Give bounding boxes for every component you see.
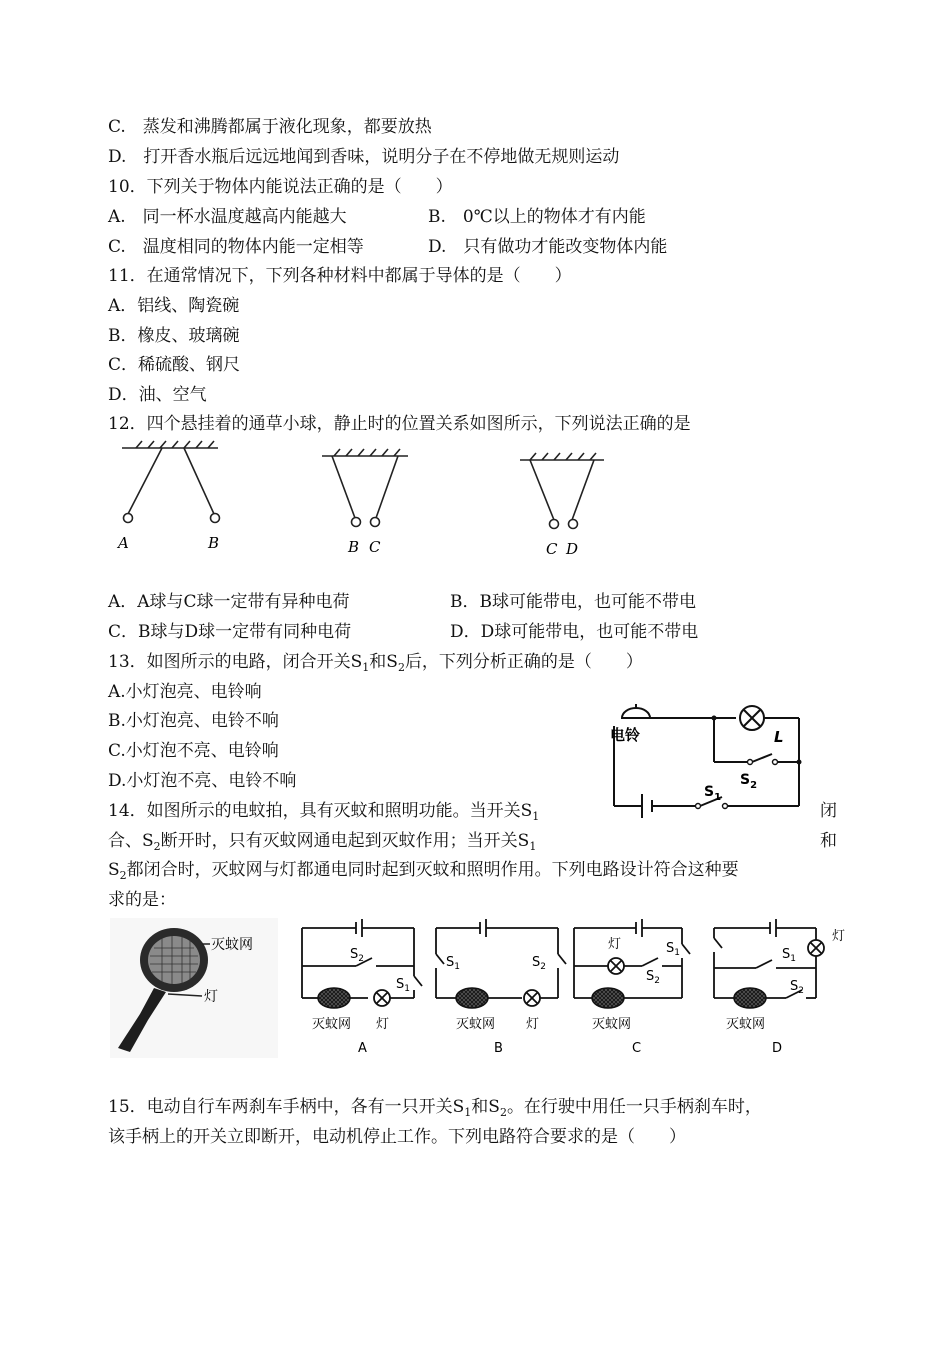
q14-racket-lamp-label: 灯 <box>204 989 218 1005</box>
q14-line-1: 14．如图所示的电蚊拍，具有灭蚊和照明功能。当开关$S_1$ <box>108 801 540 823</box>
q12-pith-balls-figure <box>110 440 620 565</box>
q14-a-s2-label: $S_2$ <box>350 947 364 964</box>
q9-option-d: D. 打开香水瓶后远远地闻到香味，说明分子在不停地做无规则运动 <box>108 147 620 167</box>
q10-option-d: D. 只有做功才能改变物体内能 <box>428 237 668 257</box>
q14-line-4: 求的是： <box>108 890 176 910</box>
q10-option-b: B. 0℃以上的物体才有内能 <box>428 207 646 227</box>
q12-label-c2: C <box>546 540 558 558</box>
q14-b-net-label: 灭蚊网 <box>456 1017 496 1032</box>
q14-b-s1-label: $S_1$ <box>446 955 460 972</box>
q14-label-b: B <box>494 1041 503 1056</box>
q9-option-c: C. 蒸发和沸腾都属于液化现象，都要放热 <box>108 117 432 137</box>
q14-circuit-options-figure <box>296 918 856 1058</box>
q13-stem: 13．如图所示的电路，闭合开关$S_1$和$S_2$后，下列分析正确的是（ ） <box>108 652 643 674</box>
q14-d-lamp-label: 灯 <box>832 929 846 944</box>
q12-option-d: D．D球可能带电，也可能不带电 <box>450 622 699 642</box>
q13-s2-label: $S_2$ <box>740 772 758 791</box>
q14-line-2-end: 和 <box>820 831 837 851</box>
q13-option-c: C.小灯泡不亮、电铃响 <box>108 741 279 761</box>
q14-mosquito-racket-figure <box>110 918 278 1058</box>
q11-option-b: B．橡皮、玻璃碗 <box>108 326 240 346</box>
q14-line-2: 合、$S_2$断开时，只有灭蚊网通电起到灭蚊作用；当开关$S_1$ <box>108 831 537 853</box>
q14-c-net-label: 灭蚊网 <box>592 1017 632 1032</box>
q14-d-net-label: 灭蚊网 <box>726 1017 766 1032</box>
q14-line-3: $S_2$都闭合时，灭蚊网与灯都通电同时起到灭蚊和照明作用。下列电路设计符合这种要 <box>108 860 739 882</box>
q11-option-a: A．铝线、陶瓷碗 <box>108 296 240 316</box>
q11-option-c: C．稀硫酸、钢尺 <box>108 355 241 375</box>
q14-line-1-end: 闭 <box>820 801 837 821</box>
q13-option-a: A.小灯泡亮、电铃响 <box>108 682 262 702</box>
q15-line-1: 15．电动自行车两刹车手柄中，各有一只开关$S_1$和$S_2$。在行驶中用任一只手柄刹车时， <box>108 1097 762 1119</box>
q15-line-2: 该手柄上的开关立即断开，电动机停止工作。下列电路符合要求的是（ ） <box>108 1127 686 1147</box>
q12-label-b2: B <box>348 538 360 556</box>
q12-option-c: C．B球与D球一定带有同种电荷 <box>108 622 352 642</box>
q14-a-net-label: 灭蚊网 <box>312 1017 352 1032</box>
q14-label-d: D <box>772 1041 783 1056</box>
q14-b-s2-label: $S_2$ <box>532 955 546 972</box>
q14-c-lamp-label: 灯 <box>608 937 622 952</box>
q14-c-s1-label: $S_1$ <box>666 941 680 958</box>
q14-a-lamp-label: 灯 <box>376 1017 390 1032</box>
q14-a-s1-label: $S_1$ <box>396 977 410 994</box>
q13-s1-label: $S_1$ <box>704 784 722 803</box>
q13-option-b: B.小灯泡亮、电铃不响 <box>108 711 279 731</box>
q12-label-c1: C <box>369 538 381 556</box>
q13-option-d: D.小灯泡不亮、电铃不响 <box>108 771 297 791</box>
q12-stem: 12．四个悬挂着的通草小球，静止时的位置关系如图所示，下列说法正确的是 <box>108 414 691 434</box>
q14-b-lamp-label: 灯 <box>526 1017 540 1032</box>
q10-stem: 10．下列关于物体内能说法正确的是（ ） <box>108 177 453 197</box>
q14-d-s2-label: $S_2$ <box>790 979 804 996</box>
q12-label-a: A <box>118 534 129 552</box>
q14-label-a: A <box>358 1041 367 1056</box>
q14-d-s1-label: $S_1$ <box>782 947 796 964</box>
q11-option-d: D．油、空气 <box>108 385 207 405</box>
q14-c-s2-label: $S_2$ <box>646 969 660 986</box>
q13-lamp-label: L <box>774 728 784 746</box>
q12-label-b1: B <box>208 534 220 552</box>
q14-racket-net-label: 灭蚊网 <box>211 937 253 953</box>
q12-label-d: D <box>566 540 579 558</box>
q11-stem: 11．在通常情况下，下列各种材料中都属于导体的是（ ） <box>108 266 572 286</box>
q13-circuit-figure <box>604 696 809 824</box>
q12-option-b: B．B球可能带电，也可能不带电 <box>450 592 696 612</box>
q10-option-a: A. 同一杯水温度越高内能越大 <box>108 207 347 227</box>
q12-option-a: A．A球与C球一定带有异种电荷 <box>108 592 350 612</box>
q10-option-c: C. 温度相同的物体内能一定相等 <box>108 237 364 257</box>
q13-bell-label: 电铃 <box>610 726 641 744</box>
q14-label-c: C <box>632 1041 642 1056</box>
